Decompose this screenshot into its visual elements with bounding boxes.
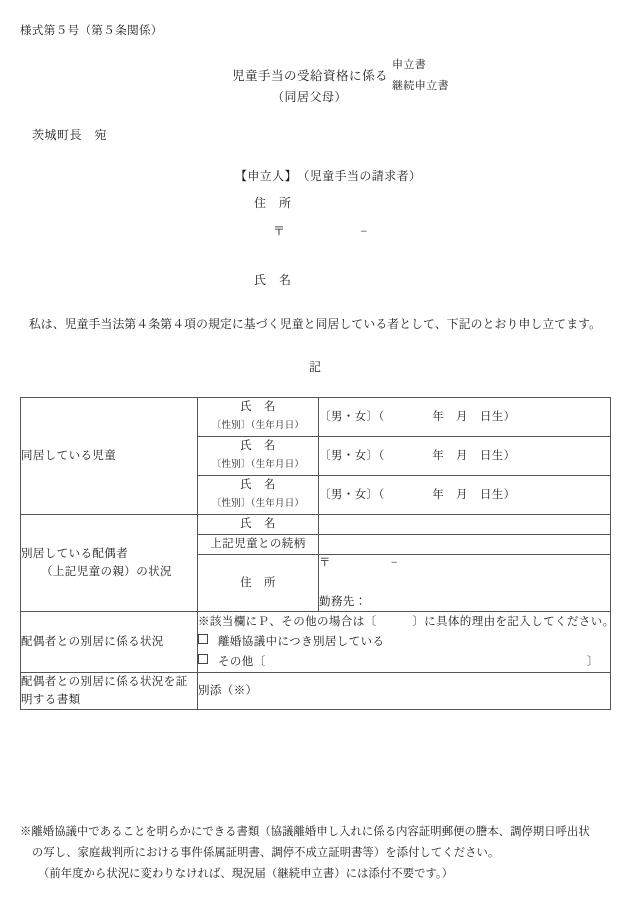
spouse-postal-field[interactable]: 〒 − bbox=[319, 557, 398, 569]
title-main-text: 児童手当の受給資格に係る bbox=[232, 69, 389, 83]
child-3-name-label: 氏 名 bbox=[240, 479, 276, 491]
child-3-sub-header bbox=[198, 476, 319, 515]
child-2-name-label: 氏 名 bbox=[240, 440, 276, 452]
checkbox-icon[interactable] bbox=[198, 634, 208, 644]
ki-marker: 記 bbox=[308, 360, 321, 374]
spouse-address-field[interactable] bbox=[319, 555, 611, 612]
footer-note-line2: の写し、家庭裁判所における事件係属証明書、調停不成立証明書等）を添付してください。 bbox=[32, 847, 500, 859]
proof-label-line1: 配偶者との別居に係る状況を証 bbox=[21, 676, 188, 688]
proof-value-field[interactable]: 別添（※） bbox=[198, 673, 611, 710]
child-1-value-field[interactable]: 〔男・女〕（ 年 月 日生） bbox=[319, 398, 611, 437]
spouse-label-line2: （上記児童の親）の状況 bbox=[41, 566, 172, 578]
main-form-table bbox=[20, 397, 615, 710]
applicant-postal-field[interactable]: 〒 − bbox=[273, 224, 368, 238]
separation-option-1-label: 離婚協議中につき別居している bbox=[218, 636, 385, 648]
form-number: 様式第５号（第５条関係） bbox=[20, 25, 163, 37]
applicant-address-label: 住 所 bbox=[254, 196, 292, 210]
spouse-name-field[interactable] bbox=[319, 515, 611, 535]
footer-notes bbox=[20, 822, 620, 885]
addressee-line: 茨城町長 宛 bbox=[32, 128, 108, 142]
applicant-block bbox=[235, 167, 565, 288]
spouse-name-label: 氏 名 bbox=[198, 515, 319, 535]
title-alternatives bbox=[392, 55, 512, 97]
child-1-note-label: 〔性別〕（生年月日） bbox=[211, 421, 305, 431]
spouse-label-line1: 別居している配偶者 bbox=[21, 548, 129, 560]
child-3-value-field[interactable]: 〔男・女〕（ 年 月 日生） bbox=[319, 476, 611, 515]
document-title bbox=[0, 55, 630, 111]
spouse-relation-field[interactable] bbox=[319, 535, 611, 555]
table-row bbox=[21, 398, 611, 437]
separation-section-label: 配偶者との別居に係る状況 bbox=[21, 612, 198, 673]
spouse-workplace-label[interactable]: 勤務先： bbox=[319, 596, 367, 608]
proof-label-line2: 明する書類 bbox=[21, 694, 81, 706]
child-2-sub-header bbox=[198, 437, 319, 476]
separation-option-1[interactable] bbox=[198, 632, 610, 652]
proof-section-label bbox=[21, 673, 198, 710]
child-2-value-field[interactable]: 〔男・女〕（ 年 月 日生） bbox=[319, 437, 611, 476]
child-2-note-label: 〔性別〕（生年月日） bbox=[211, 460, 305, 470]
title-alt-line2: 継続申立書 bbox=[392, 80, 449, 92]
applicant-heading: 【申立人】 （児童手当の請求者） bbox=[235, 169, 422, 183]
child-3-note-label: 〔性別〕（生年月日） bbox=[211, 499, 305, 509]
child-1-name-label: 氏 名 bbox=[240, 401, 276, 413]
table-row bbox=[21, 515, 611, 535]
spouse-address-label: 住 所 bbox=[198, 555, 319, 612]
children-section-label: 同居している児童 bbox=[21, 398, 198, 515]
spouse-section-label bbox=[21, 515, 198, 612]
separation-option-2-label: その他〔 〕 bbox=[218, 656, 599, 668]
statement-text: 私は、児童手当法第４条第４項の規定に基づく児童と同居している者として、下記のとおり申し立てます。 bbox=[28, 317, 602, 331]
separation-options-cell bbox=[198, 612, 615, 673]
separation-option-2[interactable] bbox=[198, 652, 610, 672]
table-row bbox=[21, 612, 611, 673]
spouse-relation-label: 上記児童との続柄 bbox=[198, 535, 319, 555]
applicant-name-label: 氏 名 bbox=[254, 273, 292, 287]
footer-note-line3: （前年度から状況に変わりなければ、現況届（継続申立書）には添付不要です。） bbox=[38, 868, 454, 880]
title-subtitle: （同居父母） bbox=[272, 90, 348, 104]
child-1-sub-header bbox=[198, 398, 319, 437]
checkbox-icon[interactable] bbox=[198, 654, 208, 664]
footer-note-line1: ※離婚協議中であることを明らかにできる書類（協議離婚申し入れに係る内容証明郵便の謄本、調停期日呼出状 bbox=[20, 826, 590, 838]
separation-instruction: ※該当欄にＰ、その他の場合は〔 〕に具体的理由を記入してください。 bbox=[198, 616, 615, 628]
title-alt-line1: 申立書 bbox=[392, 59, 427, 71]
table-row bbox=[21, 673, 611, 710]
